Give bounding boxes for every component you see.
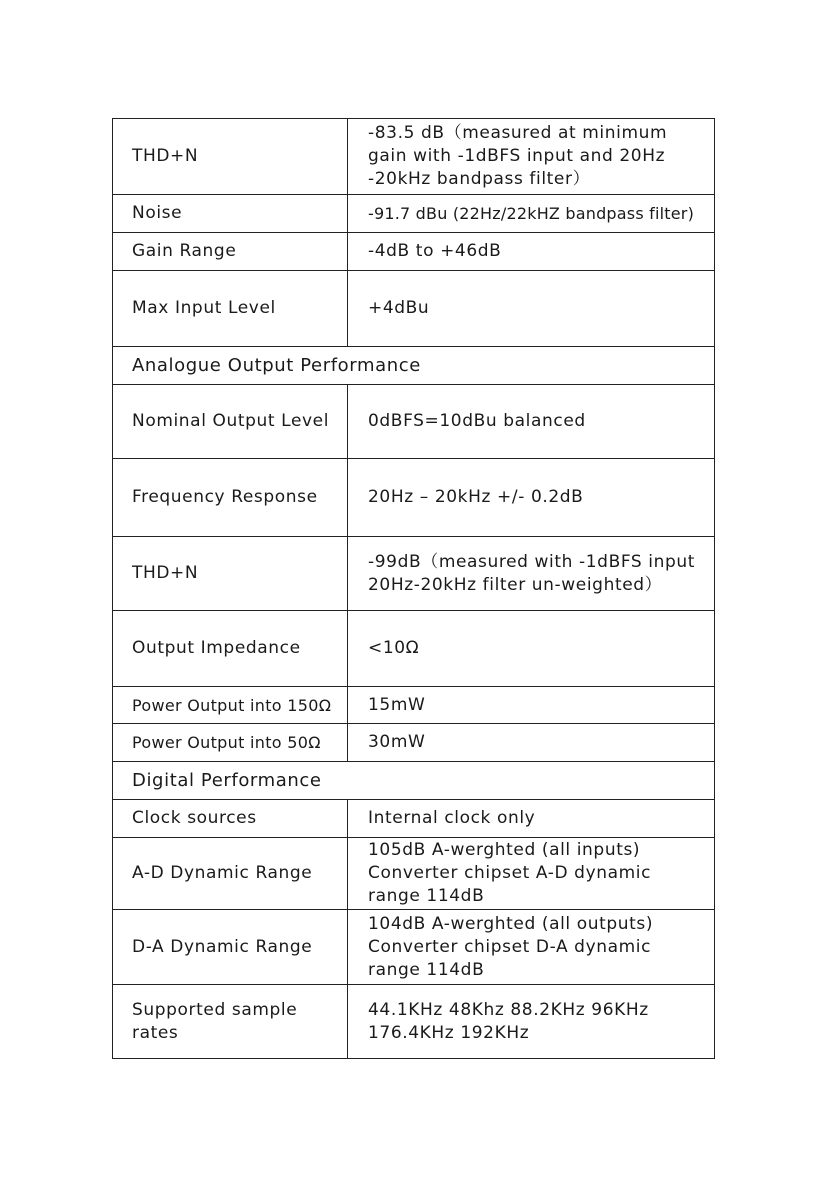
table-row bbox=[113, 985, 715, 1059]
row-label: A-D Dynamic Range bbox=[113, 838, 348, 910]
table-row bbox=[113, 838, 715, 910]
row-value: 15mW bbox=[348, 687, 715, 724]
row-value: 104dB A-werghted (all outputs) Converter chipset D-A dynamic range 114dB bbox=[348, 910, 715, 985]
row-value: +4dBu bbox=[348, 271, 715, 347]
section-heading: Digital Performance bbox=[113, 762, 715, 800]
row-value: 0dBFS=10dBu balanced bbox=[348, 385, 715, 459]
row-label: Power Output into 50Ω bbox=[113, 724, 348, 762]
row-value: -83.5 dB（measured at minimum gain with -1dBFS input and 20Hz -20kHz bandpass filter） bbox=[348, 119, 715, 195]
row-label: Max Input Level bbox=[113, 271, 348, 347]
row-value: -99dB（measured with -1dBFS input 20Hz-20kHz filter un-weighted） bbox=[348, 537, 715, 611]
section-row bbox=[113, 347, 715, 385]
row-value: 105dB A-werghted (all inputs) Converter chipset A-D dynamic range 114dB bbox=[348, 838, 715, 910]
table-row bbox=[113, 537, 715, 611]
row-label: D-A Dynamic Range bbox=[113, 910, 348, 985]
row-label: Output Impedance bbox=[113, 611, 348, 687]
row-label: Nominal Output Level bbox=[113, 385, 348, 459]
row-value: 20Hz – 20kHz +/- 0.2dB bbox=[348, 459, 715, 537]
row-label: Supported sample rates bbox=[113, 985, 348, 1059]
row-label: Clock sources bbox=[113, 800, 348, 838]
row-label: Power Output into 150Ω bbox=[113, 687, 348, 724]
section-row bbox=[113, 762, 715, 800]
row-value: 44.1KHz 48Khz 88.2KHz 96KHz 176.4KHz 192KHz bbox=[348, 985, 715, 1059]
table-row bbox=[113, 271, 715, 347]
row-label: THD+N bbox=[113, 119, 348, 195]
table-row bbox=[113, 385, 715, 459]
row-value: -91.7 dBu (22Hz/22kHZ bandpass filter) bbox=[348, 195, 715, 233]
row-label: THD+N bbox=[113, 537, 348, 611]
row-value: 30mW bbox=[348, 724, 715, 762]
table-row bbox=[113, 910, 715, 985]
table-row bbox=[113, 233, 715, 271]
table-row bbox=[113, 724, 715, 762]
row-value: -4dB to +46dB bbox=[348, 233, 715, 271]
table-row bbox=[113, 195, 715, 233]
spec-table bbox=[112, 118, 715, 1059]
table-row bbox=[113, 459, 715, 537]
section-heading: Analogue Output Performance bbox=[113, 347, 715, 385]
row-value: Internal clock only bbox=[348, 800, 715, 838]
table-row bbox=[113, 611, 715, 687]
table-row bbox=[113, 800, 715, 838]
row-label: Frequency Response bbox=[113, 459, 348, 537]
row-label: Noise bbox=[113, 195, 348, 233]
row-label: Gain Range bbox=[113, 233, 348, 271]
row-value: <10Ω bbox=[348, 611, 715, 687]
table-row bbox=[113, 687, 715, 724]
table-row bbox=[113, 119, 715, 195]
